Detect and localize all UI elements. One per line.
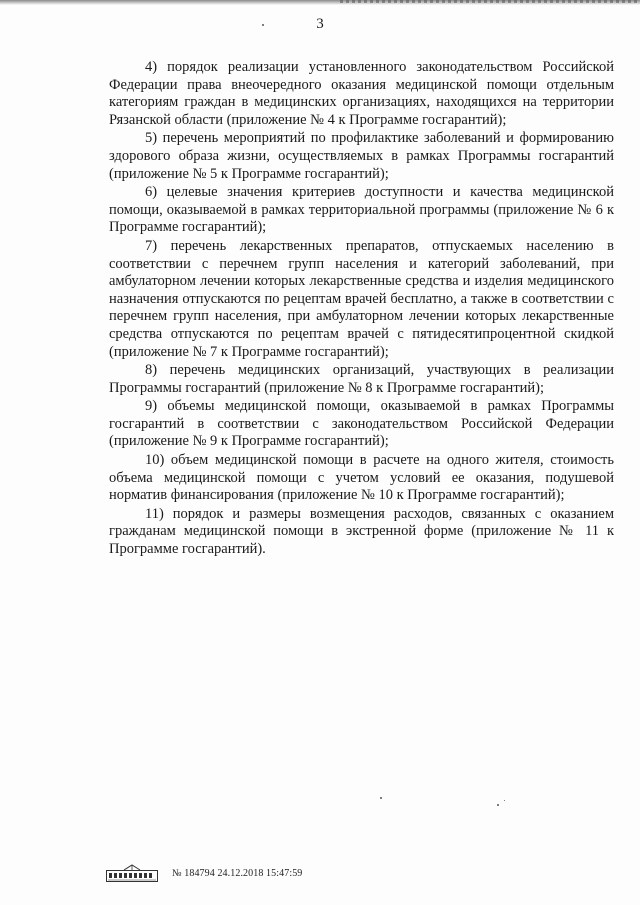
scan-speck — [497, 804, 499, 806]
list-item-6: 6) целевые значения критериев доступности и качества медицинской помощи, оказываемой в рамках территориальной программы (приложение № 6 к Программе госгарантий); — [109, 184, 614, 236]
scan-speck — [504, 800, 505, 801]
scan-speck — [262, 24, 264, 26]
list-item-10: 10) объем медицинской помощи в расчете на одного жителя, стоимость объема медицинской помощи с учетом условий ее оказания, подушевой норматив финансирования (приложение № 10 к Программе госгарантий); — [109, 452, 614, 504]
scan-top-noise — [340, 0, 640, 3]
government-seal-icon — [106, 864, 158, 882]
document-footer — [106, 864, 302, 882]
scan-speck — [380, 797, 382, 799]
list-item-11: 11) порядок и размеры возмещения расходов, связанных с оказанием гражданам медицинской помощи в экстренной форме (приложение № 11 к Программе госгарантий). — [109, 505, 614, 558]
list-item-8: 8) перечень медицинских организаций, участвующих в реализации Программы госгарантий (приложение № 8 к Программе госгарантий); — [109, 362, 614, 396]
registration-stamp: № 184794 24.12.2018 15:47:59 — [172, 867, 303, 879]
list-item-5: 5) перечень мероприятий по профилактике заболеваний и формированию здорового образа жизни, осуществляемых в рамках Программы госгарантий (приложение № 5 к Программе госгарантий); — [109, 130, 614, 182]
list-item-9: 9) объемы медицинской помощи, оказываемой в рамках Программы госгарантий в соответствии с законодательством Российской Федерации (приложение № 9 к Программе госгарантий); — [109, 398, 614, 450]
document-body — [109, 59, 614, 560]
page-number: 3 — [316, 16, 324, 32]
list-item-7: 7) перечень лекарственных препаратов, отпускаемых населению в соответствии с перечнем групп населения и категорий заболеваний, при амбулаторном лечении которых лекарственные средства и изделия медицинского назначения отпускаются по рецептам врачей бесплатно, а также в соответствии с перечнем групп населения, при амбулаторном лечении которых лекарственные средства отпускаются по рецептам врачей с пятидесятипроцентной скидкой (приложение № 7 к Программе госгарантий); — [109, 237, 614, 360]
list-item-4: 4) порядок реализации установленного законодательством Российской Федерации права внеочередного оказания медицинской помощи отдельным категориям граждан в медицинских организациях, находящихся на территории Рязанской области (приложение № 4 к Программе госгарантий); — [109, 59, 614, 128]
